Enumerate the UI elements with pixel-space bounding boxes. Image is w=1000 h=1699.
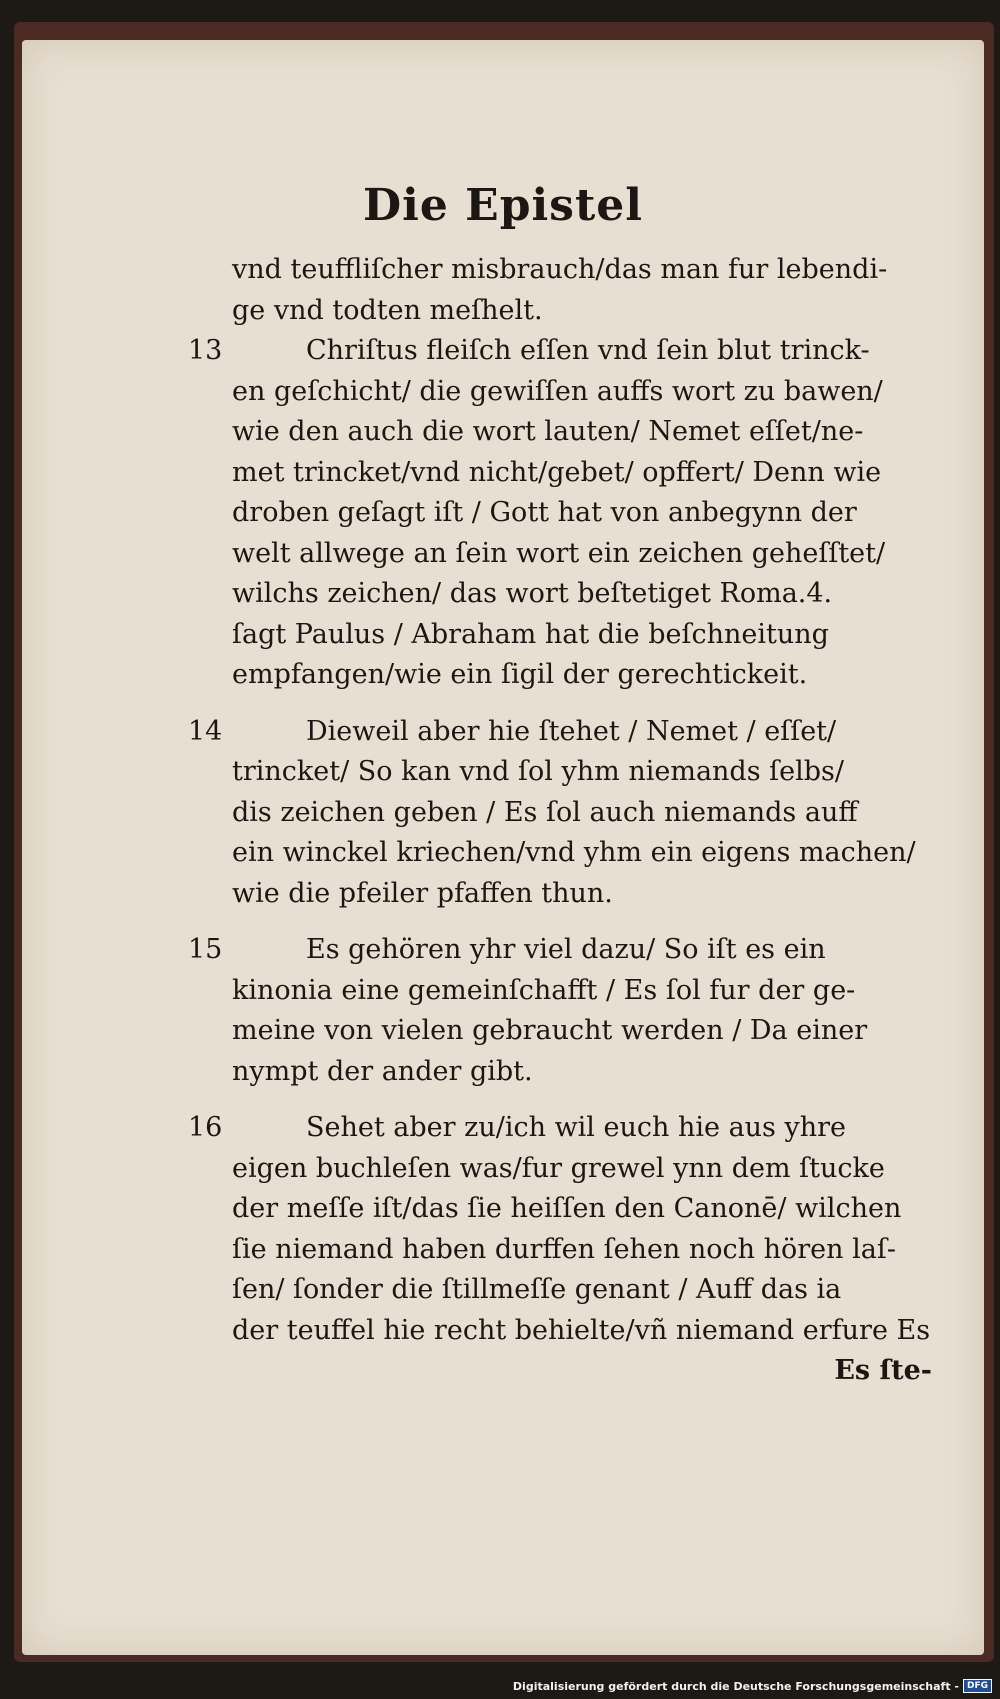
intro-paragraph xyxy=(232,250,932,331)
text-line: met trincket/vnd nicht/gebet/ opffert/ Denn wie xyxy=(232,456,882,488)
paragraph-number: 13 xyxy=(188,335,223,366)
text-line: der teuffel hie recht behielte/vñ niemand erfure Es xyxy=(232,1314,931,1346)
book-page xyxy=(22,40,984,1655)
text-line: vnd teuffliſcher misbrauch/das man fur lebendi- xyxy=(232,254,888,285)
paragraph-15 xyxy=(188,930,932,1092)
text-line: ſie niemand haben durffen ſehen noch hören laſ- xyxy=(232,1233,896,1265)
credit-text: Digitalisierung gefördert durch die Deutsche Forschungsgemeinschaft - xyxy=(512,1679,959,1693)
text-line: en geſchicht/ die gewiſſen auffs wort zu bawen/ xyxy=(232,375,883,407)
text-line: trincket/ So kan vnd ſol yhm niemands ſelbs/ xyxy=(232,756,844,787)
paragraph-number: 16 xyxy=(188,1112,223,1143)
paragraph-number: 14 xyxy=(188,715,223,747)
text-line: eigen buchleſen was/fur grewel ynn dem ſtucke xyxy=(232,1152,885,1184)
text-line: welt allwege an ſein wort ein zeichen geheſſtet/ xyxy=(232,537,886,569)
running-head: Die Epistel xyxy=(362,180,643,231)
text-line: ge vnd todten meſhelt. xyxy=(232,294,543,326)
text-line: Es gehören yhr viel dazu/ So iſt es ein xyxy=(306,934,826,965)
paragraph-13 xyxy=(188,331,932,696)
text-line: Chriſtus fleiſch eſſen vnd ſein blut trinck- xyxy=(306,335,870,366)
text-line: dis zeichen geben / Es ſol auch niemands auff xyxy=(232,796,858,828)
text-line: meine von vielen gebraucht werden / Da einer xyxy=(232,1015,868,1046)
text-line: ſagt Paulus / Abraham hat die beſchneitung xyxy=(232,618,829,650)
text-line: ein winckel kriechen/vnd yhm ein eigens machen/ xyxy=(232,837,916,868)
text-line: der meſſe iſt/das ſie heiſſen den Canonē/ wilchen xyxy=(232,1193,902,1224)
paragraph-number: 15 xyxy=(188,934,223,965)
text-line: Sehet aber zu/ich wil euch hie aus yhre xyxy=(306,1112,847,1143)
text-line: wilchs zeichen/ das wort beſtetiget Roma.4. xyxy=(232,578,833,609)
text-line: droben geſagt iſt / Gott hat von anbegynn der xyxy=(232,497,857,528)
text-block xyxy=(188,250,932,1392)
text-line: wie den auch die wort lauten/ Nemet eſſet/ne- xyxy=(232,416,864,447)
catchword: Es ſte- xyxy=(834,1355,932,1386)
text-line: ſen/ ſonder die ſtillmeſſe genant / Auff das ia xyxy=(232,1274,842,1305)
text-line: nympt der ander gibt. xyxy=(232,1055,533,1087)
text-line: empfangen/wie ein ſigil der gerechtickeit. xyxy=(232,659,808,690)
paragraph-16 xyxy=(188,1108,932,1392)
paragraph-14 xyxy=(188,712,932,915)
digitization-credit xyxy=(513,1679,992,1693)
dfg-logo: DFG xyxy=(963,1679,992,1693)
text-line: Dieweil aber hie ſtehet / Nemet / eſſet/ xyxy=(306,715,837,747)
text-line: wie die pfeiler pfaffen thun. xyxy=(232,877,613,909)
text-line: kinonia eine gemeinſchafft / Es ſol fur der ge- xyxy=(232,974,856,1006)
